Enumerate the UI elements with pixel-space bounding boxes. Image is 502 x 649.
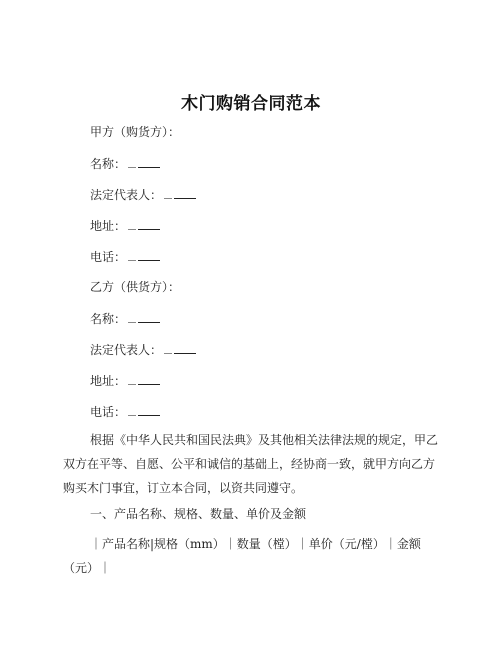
party-a-name-blank (138, 155, 160, 168)
blank-lead (128, 217, 136, 230)
party-a-name-field (90, 155, 160, 172)
party-b-rep-field (90, 341, 196, 358)
party-b-rep-label: 法定代表人： (90, 343, 163, 357)
party-b-name-blank (138, 310, 160, 323)
party-a-address-label: 地址： (90, 219, 127, 233)
intro-paragraph: 根据《中华人民共和国民法典》及其他相关法律法规的规定，甲乙双方在平等、自愿、公平和诚信的基础上，经协商一致，就甲方向乙方购买木门事宜，订立本合同，以资共同遵守。 (63, 433, 439, 495)
party-a-address-blank (138, 217, 160, 230)
party-a-rep-blank (174, 186, 196, 199)
party-b-address-field (90, 372, 160, 389)
party-b-address-label: 地址： (90, 374, 127, 388)
section1-heading: 一、产品名称、规格、数量、单价及金额 (90, 507, 307, 521)
blank-lead (128, 310, 136, 323)
party-b-phone-label: 电话： (90, 405, 127, 419)
party-a-phone-field (90, 248, 160, 265)
party-a-name-label: 名称： (90, 157, 127, 171)
party-a-address-field (90, 217, 160, 234)
blank-lead (164, 341, 172, 354)
blank-lead (128, 403, 136, 416)
party-b-address-blank (138, 372, 160, 385)
blank-lead (128, 248, 136, 261)
party-a-rep-field (90, 186, 196, 203)
party-b-name-label: 名称： (90, 312, 127, 326)
party-a-heading: 甲方（购货方）： (90, 125, 181, 139)
party-a-phone-blank (138, 248, 160, 261)
party-a-rep-label: 法定代表人： (90, 188, 163, 202)
party-b-rep-blank (174, 341, 196, 354)
party-b-phone-blank (138, 403, 160, 416)
party-b-heading: 乙方（供货方）： (90, 280, 181, 294)
party-b-phone-field (90, 403, 160, 420)
party-b-name-field (90, 310, 160, 327)
product-table-header: ｜产品名称|规格（mm）｜数量（樘）｜单价（元/樘）｜金额（元）｜ (63, 537, 421, 575)
blank-lead (128, 155, 136, 168)
document-title: 木门购销合同范本 (181, 94, 321, 114)
blank-lead (128, 372, 136, 385)
blank-lead (164, 186, 172, 199)
party-a-phone-label: 电话： (90, 250, 127, 264)
